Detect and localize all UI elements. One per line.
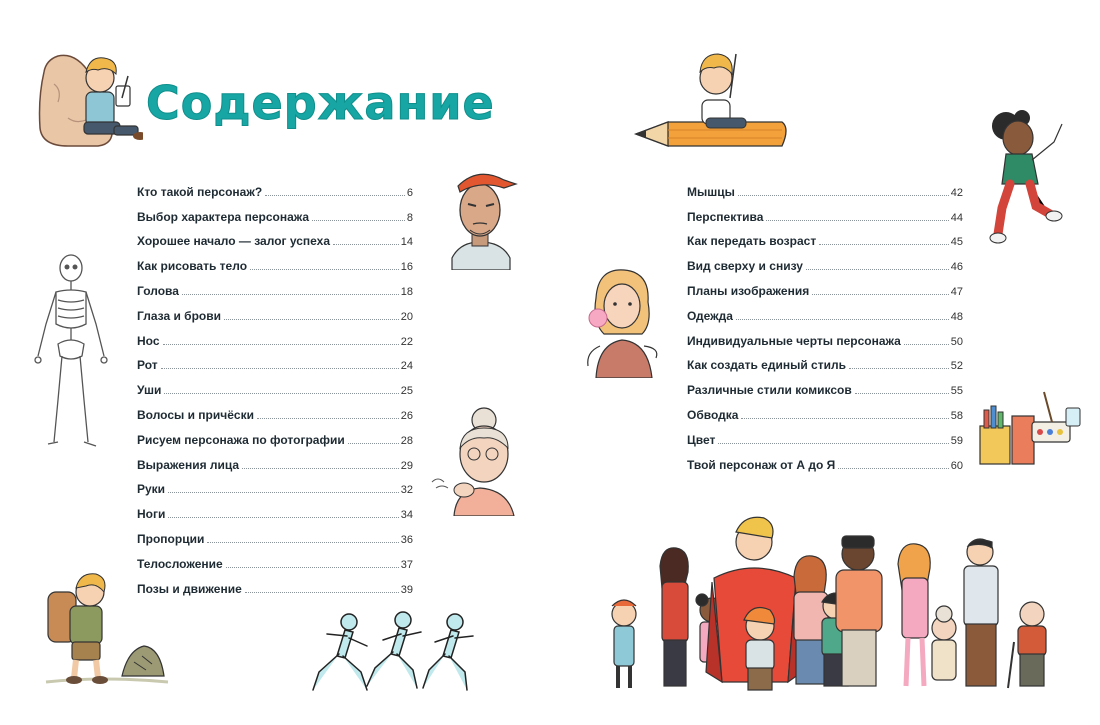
toc-item-page-number: 6 bbox=[406, 186, 413, 199]
toc-item-label: Выбор характера персонажа bbox=[137, 209, 310, 224]
toc-item bbox=[137, 224, 413, 249]
toc-item bbox=[137, 521, 413, 546]
dot-leader bbox=[242, 467, 399, 469]
toc-item-page-number: 28 bbox=[400, 434, 413, 447]
toc-item-page-number: 45 bbox=[950, 236, 963, 249]
dot-leader bbox=[250, 268, 399, 270]
toc-item-page-number: 42 bbox=[950, 186, 963, 199]
dot-leader bbox=[257, 417, 399, 419]
toc-item bbox=[137, 422, 413, 447]
toc-item-label: Выражения лица bbox=[137, 457, 240, 472]
dot-leader bbox=[207, 541, 398, 543]
dot-leader bbox=[163, 343, 399, 345]
dot-leader bbox=[736, 318, 949, 320]
toc-item-label: Уши bbox=[137, 383, 162, 398]
toc-item bbox=[687, 447, 963, 472]
toc-item-label: Одежда bbox=[687, 308, 733, 323]
boy-hiker-illustration bbox=[42, 566, 172, 690]
toc-item bbox=[137, 298, 413, 323]
girl-bubblegum-illustration bbox=[578, 262, 668, 378]
toc-item-label: Индивидуальные черты персонажа bbox=[687, 333, 901, 348]
toc-item bbox=[687, 174, 963, 199]
toc-left-column bbox=[137, 174, 413, 596]
dot-leader bbox=[312, 219, 405, 221]
dot-leader bbox=[265, 194, 405, 196]
dot-leader bbox=[718, 442, 948, 444]
toc-item-page-number: 59 bbox=[950, 434, 963, 447]
toc-item-page-number: 36 bbox=[400, 533, 413, 546]
toc-item-label: Позы и движение bbox=[137, 581, 242, 596]
toc-item-label: Пропорции bbox=[137, 531, 205, 546]
toc-item-label: Вид сверху и снизу bbox=[687, 259, 803, 274]
dot-leader bbox=[168, 516, 398, 518]
dot-leader bbox=[333, 243, 399, 245]
girl-jumping-illustration bbox=[984, 104, 1066, 246]
toc-item bbox=[137, 447, 413, 472]
toc-item bbox=[137, 372, 413, 397]
toc-item-page-number: 34 bbox=[400, 509, 413, 522]
toc-item bbox=[137, 273, 413, 298]
toc-item-label: Твой персонаж от А до Я bbox=[687, 457, 836, 472]
dot-leader bbox=[168, 491, 399, 493]
dot-leader bbox=[164, 392, 398, 394]
toc-item-page-number: 39 bbox=[400, 583, 413, 596]
toc-item bbox=[687, 323, 963, 348]
toc-item-page-number: 29 bbox=[400, 459, 413, 472]
toc-item-label: Рот bbox=[137, 358, 158, 373]
toc-item-label: Как передать возраст bbox=[687, 234, 817, 249]
toc-item bbox=[687, 273, 963, 298]
dot-leader bbox=[224, 318, 399, 320]
toc-item-page-number: 47 bbox=[950, 285, 963, 298]
toc-item bbox=[687, 224, 963, 249]
toc-item-page-number: 14 bbox=[400, 236, 413, 249]
dot-leader bbox=[806, 268, 949, 270]
toc-item-label: Кто такой персонаж? bbox=[137, 184, 263, 199]
boy-on-pencil-illustration bbox=[632, 38, 792, 152]
toc-item-page-number: 32 bbox=[400, 484, 413, 497]
page-title: Содержание bbox=[146, 76, 495, 130]
toc-item bbox=[137, 248, 413, 273]
toc-item-label: Как создать единый стиль bbox=[687, 358, 846, 373]
toc-item-page-number: 26 bbox=[400, 409, 413, 422]
toc-item bbox=[137, 397, 413, 422]
toc-item-page-number: 52 bbox=[950, 360, 963, 373]
capped-man-illustration bbox=[440, 158, 520, 270]
toc-item bbox=[687, 248, 963, 273]
dot-leader bbox=[226, 566, 399, 568]
toc-item-page-number: 46 bbox=[950, 261, 963, 274]
toc-item bbox=[137, 174, 413, 199]
toc-item bbox=[687, 422, 963, 447]
boy-on-rock-writing-illustration bbox=[28, 28, 143, 150]
running-figures-illustration bbox=[305, 606, 477, 696]
toc-item-page-number: 60 bbox=[950, 459, 963, 472]
toc-item-page-number: 22 bbox=[400, 335, 413, 348]
dot-leader bbox=[812, 293, 949, 295]
toc-item-label: Волосы и причёски bbox=[137, 407, 254, 422]
toc-item bbox=[137, 199, 413, 224]
toc-item-label: Телосложение bbox=[137, 556, 223, 571]
toc-item-label: Цвет bbox=[687, 432, 716, 447]
skeleton-illustration bbox=[28, 252, 114, 450]
toc-item bbox=[687, 298, 963, 323]
grandma-kiss-illustration bbox=[428, 404, 520, 516]
toc-item bbox=[137, 496, 413, 521]
toc-item-page-number: 48 bbox=[950, 310, 963, 323]
toc-item-page-number: 20 bbox=[400, 310, 413, 323]
toc-item-label: Планы изображения bbox=[687, 283, 810, 298]
dot-leader bbox=[161, 367, 399, 369]
dot-leader bbox=[738, 194, 949, 196]
toc-item bbox=[687, 372, 963, 397]
dot-leader bbox=[855, 392, 949, 394]
toc-item-page-number: 8 bbox=[406, 211, 413, 224]
toc-item-page-number: 44 bbox=[950, 211, 963, 224]
dot-leader bbox=[904, 343, 949, 345]
toc-item bbox=[137, 546, 413, 571]
toc-item bbox=[687, 348, 963, 373]
toc-item-label: Глаза и брови bbox=[137, 308, 221, 323]
toc-item-page-number: 55 bbox=[950, 385, 963, 398]
toc-item-page-number: 25 bbox=[400, 385, 413, 398]
toc-item-label: Рисуем персонажа по фотографии bbox=[137, 432, 345, 447]
toc-item bbox=[137, 323, 413, 348]
toc-item-label: Ноги bbox=[137, 507, 166, 522]
dot-leader bbox=[182, 293, 399, 295]
toc-item-page-number: 16 bbox=[400, 261, 413, 274]
toc-item-page-number: 37 bbox=[400, 558, 413, 571]
toc-item-label: Как рисовать тело bbox=[137, 259, 248, 274]
dot-leader bbox=[819, 243, 949, 245]
toc-item bbox=[137, 571, 413, 596]
dot-leader bbox=[348, 442, 399, 444]
toc-item-page-number: 24 bbox=[400, 360, 413, 373]
toc-item-label: Нос bbox=[137, 333, 160, 348]
toc-item-label: Руки bbox=[137, 482, 166, 497]
toc-item bbox=[137, 472, 413, 497]
toc-item-label: Обводка bbox=[687, 407, 739, 422]
toc-item bbox=[137, 348, 413, 373]
toc-item-label: Голова bbox=[137, 283, 179, 298]
art-supplies-illustration bbox=[974, 386, 1084, 468]
toc-item-label: Перспектива bbox=[687, 209, 764, 224]
toc-right-column bbox=[687, 174, 963, 472]
toc-item-page-number: 50 bbox=[950, 335, 963, 348]
toc-item bbox=[687, 397, 963, 422]
toc-item-page-number: 58 bbox=[950, 409, 963, 422]
character-group-illustration bbox=[604, 502, 1074, 698]
toc-item-label: Мышцы bbox=[687, 184, 735, 199]
toc-item-label: Хорошее начало — залог успеха bbox=[137, 234, 331, 249]
dot-leader bbox=[849, 367, 949, 369]
dot-leader bbox=[741, 417, 948, 419]
dot-leader bbox=[838, 467, 948, 469]
dot-leader bbox=[766, 219, 948, 221]
toc-item bbox=[687, 199, 963, 224]
toc-item-page-number: 18 bbox=[400, 285, 413, 298]
dot-leader bbox=[245, 591, 399, 593]
toc-item-label: Различные стили комиксов bbox=[687, 383, 852, 398]
